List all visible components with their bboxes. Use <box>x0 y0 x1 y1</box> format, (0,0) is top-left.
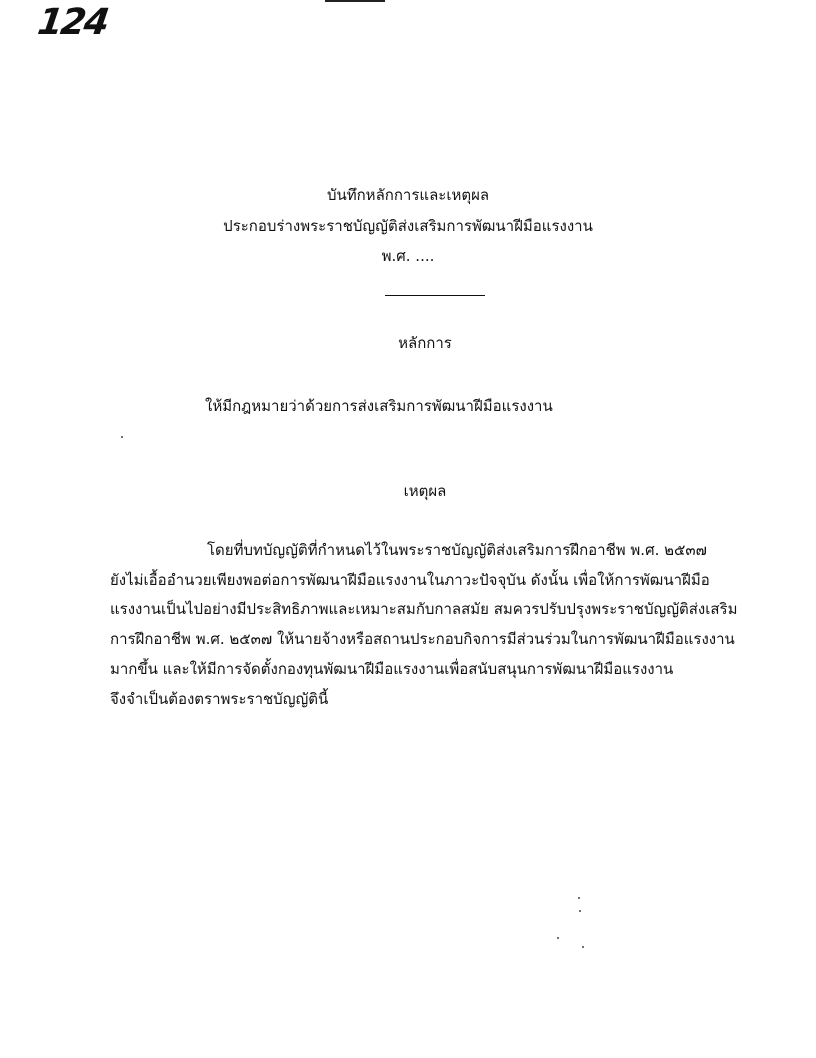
reason-line: จึงจำเป็นต้องตราพระราชบัญญัตินี้ <box>110 690 329 708</box>
scan-speck <box>578 897 580 899</box>
principle-text: ให้มีกฎหมายว่าด้วยการส่งเสริมการพัฒนาฝีมือแรงงาน <box>205 397 553 415</box>
reason-heading: เหตุผล <box>403 482 447 500</box>
document-title: บันทึกหลักการและเหตุผล <box>326 186 490 204</box>
document-subtitle: ประกอบร่างพระราชบัญญัติส่งเสริมการพัฒนาฝีมือแรงงาน <box>223 217 593 235</box>
title-divider <box>385 295 485 296</box>
handwritten-page-number: 124 <box>35 2 111 43</box>
reason-line: การฝึกอาชีพ พ.ศ. ๒๕๓๗ ให้นายจ้างหรือสถานประกอบกิจการมีส่วนร่วมในการพัฒนาฝีมือแรงงาน <box>110 630 735 648</box>
reason-line: แรงงานเป็นไปอย่างมีประสิทธิภาพและเหมาะสมกับกาลสมัย สมควรปรับปรุงพระราชบัญญัติส่งเสริม <box>110 600 738 618</box>
reason-line: โดยที่บทบัญญัติที่กำหนดไว้ในพระราชบัญญัติส่งเสริมการฝึกอาชีพ พ.ศ. ๒๕๓๗ <box>207 541 707 559</box>
scan-speck <box>579 910 581 912</box>
top-edge-rule <box>325 0 385 2</box>
principle-heading: หลักการ <box>398 334 452 352</box>
scan-speck <box>121 436 123 438</box>
scan-speck <box>582 946 584 948</box>
reason-line: มากขึ้น และให้มีการจัดตั้งกองทุนพัฒนาฝีมือแรงงานเพื่อสนับสนุนการพัฒนาฝีมือแรงงาน <box>110 660 674 678</box>
reason-line: ยังไม่เอื้ออำนวยเพียงพอต่อการพัฒนาฝีมือแรงงานในภาวะปัจจุบัน ดังนั้น เพื่อให้การพัฒนาฝีมือ <box>110 571 710 589</box>
scan-speck <box>557 937 559 939</box>
document-year: พ.ศ. .... <box>381 247 435 265</box>
